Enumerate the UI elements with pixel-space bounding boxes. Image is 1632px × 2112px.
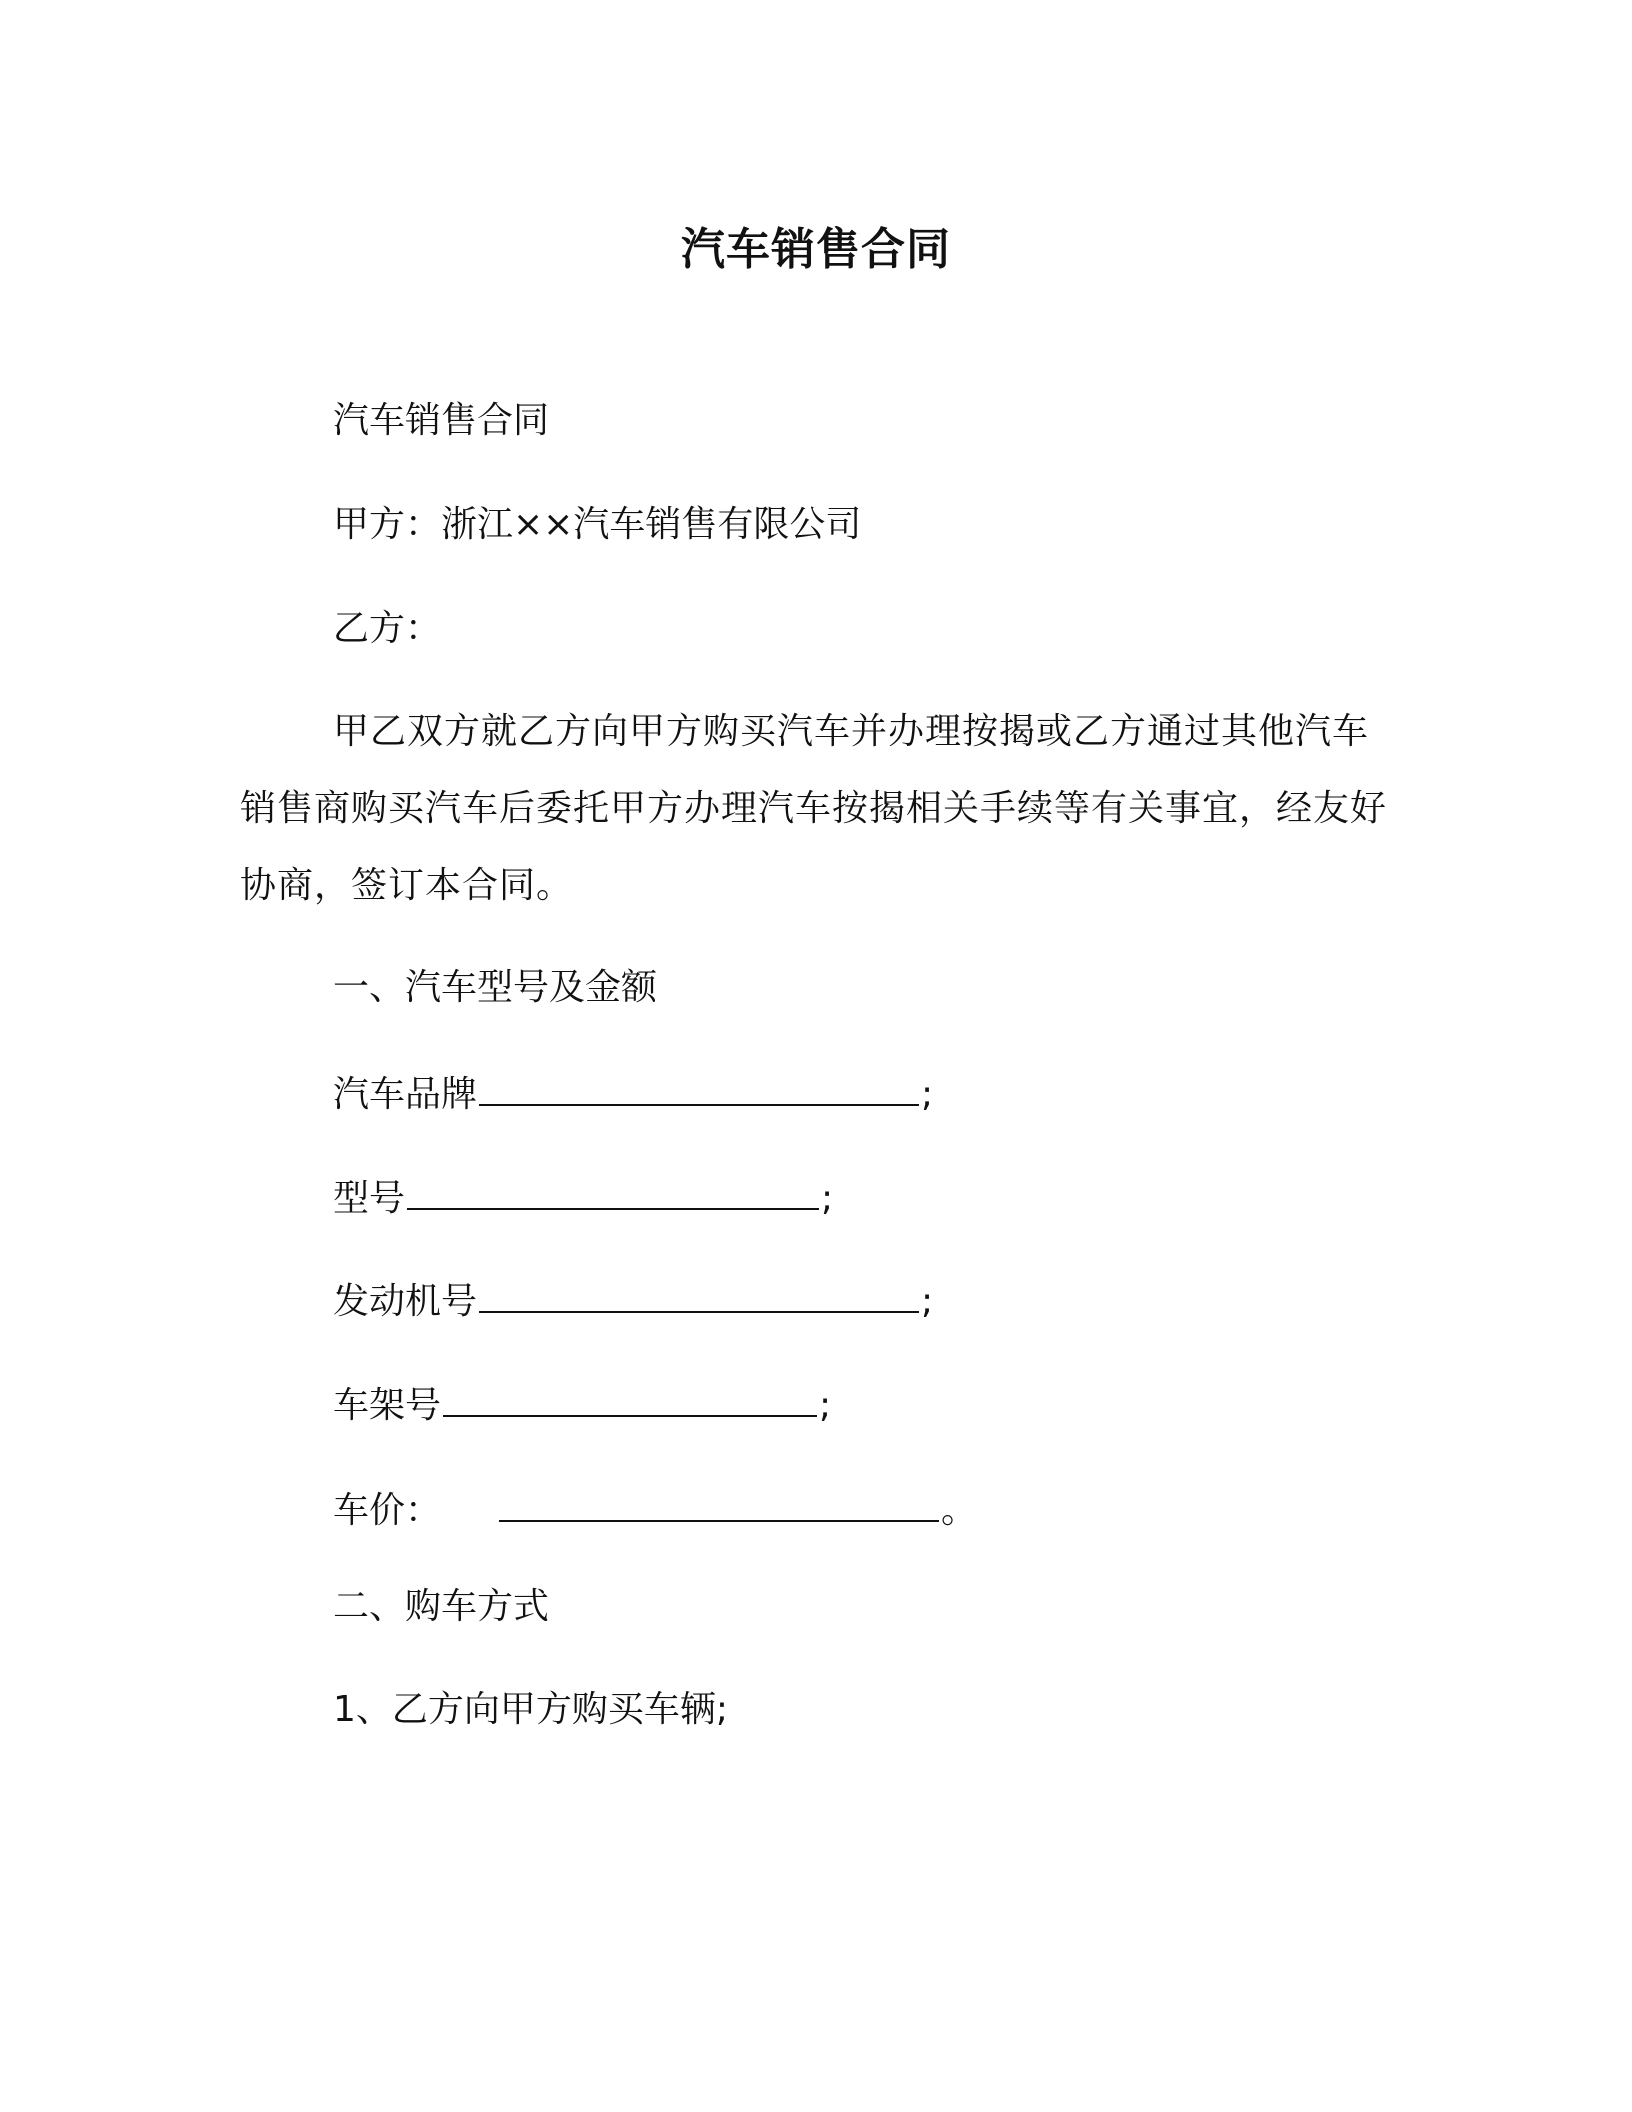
item-1-line: 1、乙方向甲方购买车辆; (333, 1689, 729, 1730)
field-frame-no (333, 1377, 831, 1431)
field-engine-no (333, 1273, 933, 1327)
field-model-label: 型号 (333, 1178, 406, 1219)
field-engine-no-blank (479, 1273, 919, 1313)
field-frame-no-blank (443, 1377, 817, 1417)
field-frame-no-end: ; (819, 1385, 832, 1426)
field-brand (333, 1066, 933, 1120)
field-brand-end: ; (921, 1074, 934, 1115)
field-engine-no-end: ; (921, 1281, 934, 1322)
intro-paragraph: 甲乙双方就乙方向甲方购买汽车并办理按揭或乙方通过其他汽车销售商购买汽车后委托甲方办理汽车按揭相关手续等有关事宜，经友好协商，签订本合同。 (240, 711, 1388, 906)
field-brand-blank (479, 1066, 919, 1106)
field-model-end: ; (821, 1178, 834, 1219)
field-price-label: 车价： (333, 1490, 442, 1531)
party-a-line: 甲方：浙江××汽车销售有限公司 (333, 504, 862, 545)
field-price-blank (499, 1482, 939, 1522)
field-price (333, 1482, 977, 1536)
field-engine-no-label: 发动机号 (333, 1281, 478, 1322)
field-frame-no-label: 车架号 (333, 1385, 442, 1426)
document-title: 汽车销售合同 (681, 224, 951, 275)
field-model (333, 1170, 833, 1224)
section-1-heading: 一、汽车型号及金额 (333, 967, 658, 1008)
field-price-end: 。 (941, 1490, 978, 1531)
field-brand-label: 汽车品牌 (333, 1074, 478, 1115)
section-2-heading: 二、购车方式 (333, 1586, 550, 1627)
party-b-line: 乙方： (333, 608, 442, 649)
field-model-blank (407, 1170, 819, 1210)
subtitle-line: 汽车销售合同 (333, 400, 550, 441)
